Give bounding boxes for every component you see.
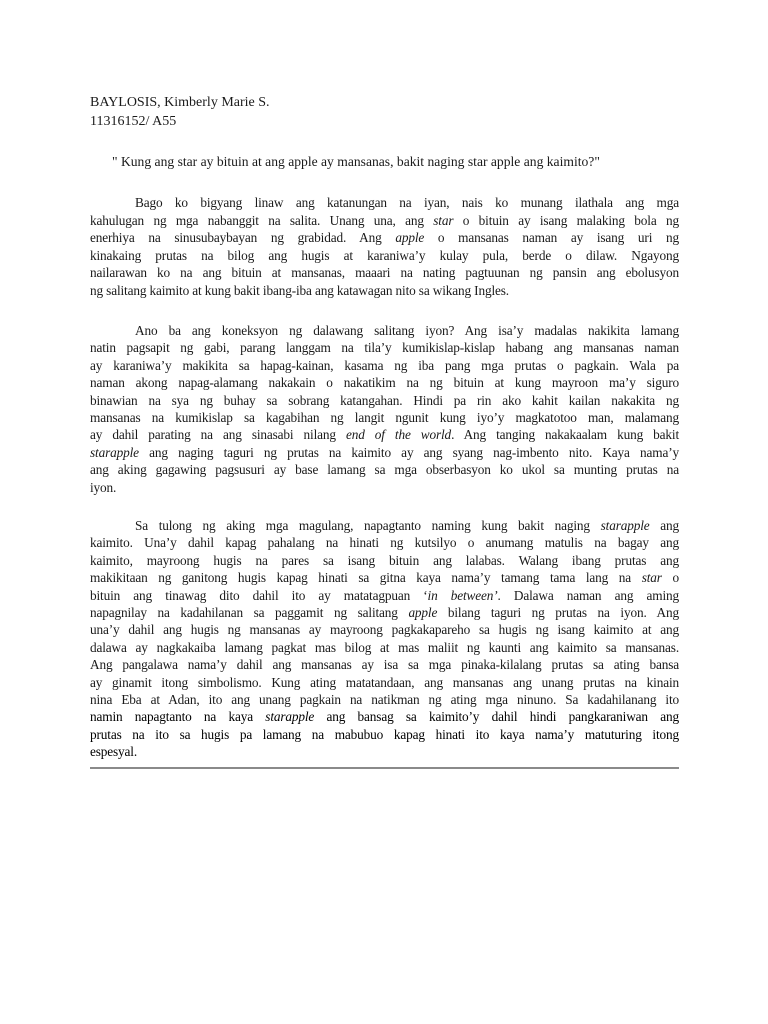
paragraph-line (90, 570, 679, 586)
text-run: ay dahil parating na ang sinasabi nilang (90, 427, 346, 443)
text-run: kahulugan ng mga nabanggit na salita. Unang una, ang (90, 212, 434, 228)
italic-term: in between’ (427, 587, 498, 603)
paragraph-line (90, 213, 679, 229)
italic-term: starapple (600, 518, 650, 533)
text-run: Ang pangalawa nama’y dahil ang mansanas ay isa sa mga pinaka-kilalang prutas sa ating bansa (90, 657, 679, 673)
italic-term: apple (395, 230, 425, 246)
paragraph-line (135, 323, 679, 339)
paragraph-line (90, 605, 679, 621)
text-run: makikitaan ng ganitong hugis kapag hinati sa gitna kaya nama’y tamang tama lang na (90, 570, 642, 586)
paragraph-line (135, 518, 679, 534)
text-run: nina Eba at Adan, ito ang unang pagkain na natikman ng ating mga ninuno. Sa kadahilanang ito (90, 692, 679, 707)
paragraph-line (90, 727, 679, 743)
paragraph-line (90, 427, 679, 443)
italic-term: apple (408, 605, 438, 620)
text-run: una’y dahil ang hugis ng mansanas ay mayroong pagkakapareho sa hugis ng isang kaimito at ang (90, 622, 679, 638)
paragraph-line (90, 445, 679, 461)
text-run: o (661, 570, 679, 586)
italic-term: starapple (90, 444, 139, 460)
paragraph-line (90, 230, 679, 246)
paragraph-line (90, 622, 679, 638)
text-run: enerhiya na sinusubaybayan ng grabidad. Ang (90, 230, 396, 246)
text-run: dalawa ay nagkakaiba lamang pagkat mas bilog at mas maliit ng kaunti ang kaimito sa mansanas. (90, 639, 679, 655)
paragraph-line (90, 393, 679, 409)
paragraph-line (90, 657, 679, 673)
paragraph-line (90, 340, 679, 356)
text-run: naman akong napag-alamang nakakain o nakatikim na ng bituin at kung mayroon ma’y siguro (90, 375, 679, 391)
text-run: kaimito, mayroong hugis na pares sa isang bituin ang lalabas. Walang ibang prutas ang (90, 552, 679, 568)
text-run: bilang taguri ng prutas na iyon. Ang (437, 605, 679, 620)
text-run: ay karaniwa’y makikita sa hapag-kainan, kasama ng iba pang mga prutas o pagkain. Wala pa (90, 357, 679, 373)
student-id-section: 11316152/ A55 (90, 114, 177, 129)
paragraph-line (90, 283, 509, 299)
text-run: . Ang tanging nakakaalam kung bakit (451, 427, 679, 443)
text-run: binawian na sya ng buhay sa sobrang katangahan. Hindi pa rin ako kahit kailan nakakita ng (90, 392, 679, 408)
text-run: kinakaing prutas na bilog ang hugis at karaniwa’y kulay pula, berde o dilaw. Ngayong (90, 247, 679, 263)
author-name: BAYLOSIS, Kimberly Marie S. (90, 95, 270, 110)
text-run: kaimito. Una’y dahil kapag pahalang na hinati ng kutsilyo o anumang matulis na bagay ang (90, 535, 679, 551)
paragraph-line (90, 744, 137, 760)
text-run: o mansanas naman ay isang uri ng (424, 230, 679, 246)
text-run: bituin ang tinawag dito dahil ito ay matatagpuan ‘ (90, 587, 428, 603)
paragraph-line (90, 692, 679, 708)
text-run: ang aking gagawing pagsusuri ay base lamang sa mga obserbasyon ko ukol sa munting prutas na (90, 462, 679, 478)
italic-term: starapple (265, 709, 315, 725)
text-run: mansanas na kumikislap sa kagabihan ng langit ngunit kung iyo’y magkatotoo man, malamang (90, 410, 679, 425)
text-run: prutas na ito sa hugis pa lamang na mabubuo kapag hinati ito kaya nama’y matuturing itong (90, 726, 679, 742)
text-run: Ano ba ang koneksyon ng dalawang salitang iyon? Ang isa’y madalas nakikita lamang (135, 323, 679, 338)
paragraph-line (90, 375, 679, 391)
text-run: napagnilay na kadahilanan sa paggamit ng salitang (90, 605, 409, 620)
text-run: o bituin ay isang malaking bola ng (453, 212, 680, 228)
italic-term: star (641, 570, 662, 586)
paragraph-line (90, 358, 679, 374)
paragraph-line (90, 265, 679, 281)
paragraph-line (90, 410, 679, 426)
paragraph-line (90, 640, 679, 656)
text-run: ay ginamit itong simbolismo. Kung ating matatandaan, ang mansanas ang unang prutas na kinain (90, 674, 679, 690)
text-run: namin napagtanto na kaya (90, 709, 266, 725)
text-run: espesyal. (90, 744, 138, 760)
text-run: ng salitang kaimito at kung bakit ibang-iba ang katawagan nito sa wikang Ingles. (90, 283, 509, 298)
paragraph-line (90, 588, 679, 604)
paragraph-line (90, 709, 679, 725)
paragraph-line (90, 675, 679, 691)
paragraph-line (90, 553, 679, 569)
text-run: ang bansag sa kaimito’y dahil hindi pangkaraniwan ang (314, 709, 679, 725)
text-run: ang naging taguri ng prutas na kaimito ay ang syang nag-imbento nito. Kaya nama’y (138, 444, 679, 460)
paragraph-line (90, 462, 679, 478)
italic-term: star (433, 212, 454, 228)
text-run: ang (649, 518, 679, 533)
text-run: Bago ko bigyang linaw ang katanungan na iyan, nais ko munang ilathala ang mga (135, 195, 679, 210)
text-run: natin pagsapit ng gabi, parang langgam na tila’y kumikislap-kislap habang ang mansanas naman (90, 340, 679, 356)
paragraph-line (90, 480, 116, 496)
text-run: iyon. (90, 479, 117, 495)
italic-term: end of the world (345, 427, 452, 443)
paragraph-line (90, 535, 679, 551)
paragraph-line (135, 195, 679, 211)
bottom-rule (90, 767, 679, 769)
text-run: . Dalawa naman ang aming (497, 587, 679, 603)
text-run: nailarawan ko na ang bituin at mansanas, maaari na nating pagtuunan ng pansin ang ebolusyon (90, 265, 679, 281)
paragraph-line (90, 248, 679, 264)
essay-title: " Kung ang star ay bituin at ang apple ay mansanas, bakit naging star apple ang kaimito?" (112, 154, 600, 169)
text-run: Sa tulong ng aking mga magulang, napagtanto naming kung bakit naging (135, 518, 601, 533)
